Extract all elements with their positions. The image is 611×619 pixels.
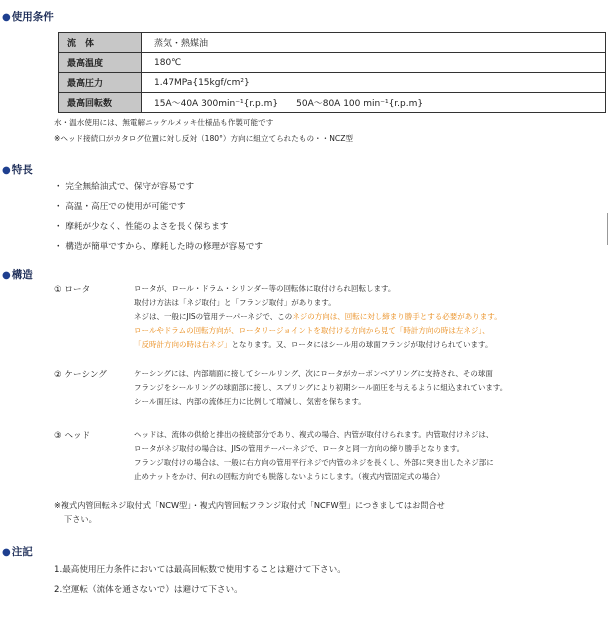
section-title: 注記 bbox=[11, 546, 33, 558]
structure-line bbox=[134, 296, 574, 310]
section-heading-features bbox=[2, 162, 33, 177]
highlighted-text: 「反時計方向の時は右ネジ」 bbox=[134, 340, 232, 349]
highlighted-text: ロールやドラムの回転方向が、ロータリージョイントを取付ける方向から見て「時計方向の時は左ネジ」、 bbox=[134, 326, 490, 335]
body-text: ヘッドは、流体の供給と排出の接続部分であり、複式の場合、内管が取付けられます。内管取付けネジは、 bbox=[134, 430, 494, 439]
note-item: 2.空運転（流体を通さないで）は避けて下さい。 bbox=[54, 585, 243, 595]
spec-label: 最高回転数 bbox=[59, 93, 142, 113]
structure-note: 下さい。 bbox=[64, 514, 97, 524]
structure-line bbox=[134, 338, 574, 352]
spec-value: 蒸気・熱媒油 bbox=[142, 33, 606, 53]
feature-item: ・ 構造が簡単ですから、摩耗した時の修理が容易です bbox=[54, 242, 263, 252]
feature-item: ・ 高温・高圧での使用が可能です bbox=[54, 202, 186, 212]
structure-line bbox=[134, 310, 574, 324]
section-heading-notes bbox=[2, 544, 33, 559]
condition-note: 水・温水使用には、無電解ニッケルメッキ仕様品も作製可能です bbox=[54, 118, 274, 127]
structure-line bbox=[134, 442, 574, 456]
structure-text-casing bbox=[134, 367, 574, 409]
table-row bbox=[59, 53, 606, 73]
bullet-icon: ● bbox=[2, 270, 11, 281]
structure-line bbox=[134, 282, 574, 296]
table-row bbox=[59, 93, 606, 113]
body-text: ケーシングには、内部端面に接してシールリング、次にロータがカーボンベアリングに支持され、その球面 bbox=[134, 369, 493, 378]
highlighted-text: ネジの方向は、回転に対し締まり勝手とする必要があります。 bbox=[292, 312, 502, 321]
structure-label-rotor: ① ロータ bbox=[54, 285, 91, 295]
condition-note: ※ヘッド接続口がカタログ位置に対し反対（180°）方向に組立てられたもの・・NCZ型 bbox=[54, 134, 354, 143]
body-text: フランジをシールリングの球面部に接し、スプリングにより初期シール面圧を与えるように組込まれています。 bbox=[134, 383, 508, 392]
section-title: 使用条件 bbox=[11, 11, 54, 23]
structure-text-head bbox=[134, 428, 574, 484]
spec-label: 最高温度 bbox=[59, 53, 142, 73]
spec-table bbox=[58, 32, 606, 113]
structure-label-casing: ② ケーシング bbox=[54, 370, 107, 380]
body-text: となります。又、ロータにはシール用の球面フランジが取付けられています。 bbox=[231, 340, 493, 349]
note-item: 1.最高使用圧力条件においては最高回転数で使用することは避けて下さい。 bbox=[54, 565, 346, 575]
feature-item: ・ 摩耗が少なく、性能のよさを長く保ちます bbox=[54, 222, 229, 232]
scroll-indicator bbox=[607, 213, 611, 245]
bullet-icon: ● bbox=[2, 547, 11, 558]
structure-line bbox=[134, 456, 574, 470]
spec-value: 180℃ bbox=[142, 53, 606, 73]
structure-line bbox=[134, 367, 574, 381]
feature-item: ・ 完全無給油式で、保守が容易です bbox=[54, 182, 195, 192]
structure-text-rotor bbox=[134, 282, 574, 352]
table-row bbox=[59, 73, 606, 93]
body-text: シール面圧は、内部の流体圧力に比例して増減し、気密を保ちます。 bbox=[134, 397, 366, 406]
structure-line bbox=[134, 470, 574, 484]
structure-line bbox=[134, 428, 574, 442]
spec-value: 1.47MPa{15kgf/cm²} bbox=[142, 73, 606, 93]
section-title: 特長 bbox=[11, 164, 33, 176]
section-heading-conditions bbox=[2, 9, 54, 24]
spec-label: 最高圧力 bbox=[59, 73, 142, 93]
section-heading-structure bbox=[2, 267, 33, 282]
spec-value: 15A〜40A 300min⁻¹{r.p.m} 50A〜80A 100 min⁻¹{r.p.m} bbox=[142, 93, 606, 113]
structure-line bbox=[134, 381, 574, 395]
structure-line bbox=[134, 395, 574, 409]
body-text: ロータが、ロール・ドラム・シリンダー等の回転体に取付けられ回転します。 bbox=[134, 284, 396, 293]
structure-label-head: ③ ヘッド bbox=[54, 431, 91, 441]
spec-label: 流 体 bbox=[59, 33, 142, 53]
table-row bbox=[59, 33, 606, 53]
body-text: ロータがネジ取付の場合は、JISの管用テーパーネジで、ロータと同一方向の締り勝手となります。 bbox=[134, 444, 465, 453]
body-text: ネジは、一般にJISの管用テーパーネジで、この bbox=[134, 312, 293, 321]
bullet-icon: ● bbox=[2, 12, 11, 23]
body-text: 止めナットをかけ、何れの回転方向でも脱落しないようにします。（複式内管固定式の場合） bbox=[134, 472, 445, 481]
body-text: フランジ取付けの場合は、一般に右方向の管用平行ネジで内管のネジを長くし、外部に突き出したネジ部に bbox=[134, 458, 494, 467]
structure-note: ※複式内管回転ネジ取付式「NCW型」・複式内管回転フランジ取付式「NCFW型」につきましてはお問合せ bbox=[54, 500, 445, 510]
section-title: 構造 bbox=[11, 269, 33, 281]
structure-line bbox=[134, 324, 574, 338]
bullet-icon: ● bbox=[2, 165, 11, 176]
body-text: 取付け方法は「ネジ取付」と「フランジ取付」があります。 bbox=[134, 298, 336, 307]
